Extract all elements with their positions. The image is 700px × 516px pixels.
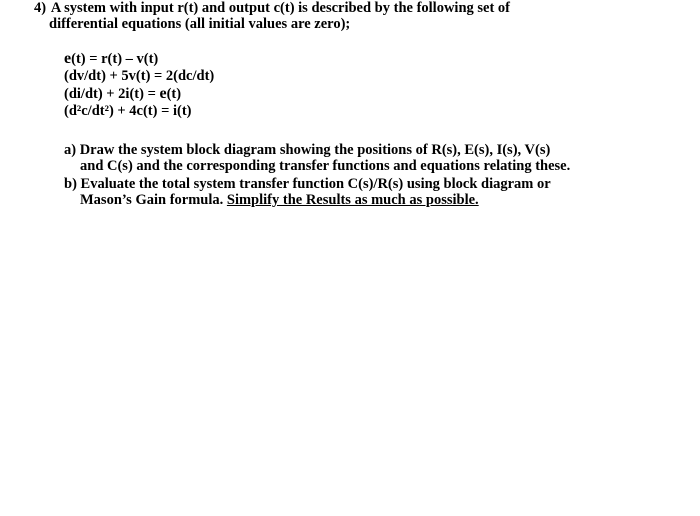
part-b-line2-plain: Mason’s Gain formula.	[80, 192, 227, 208]
equation-3-symbol: e	[159, 85, 167, 102]
equation-3-pre: (di/dt) + 2i(t) =	[64, 86, 160, 102]
equation-4	[64, 103, 674, 120]
part-a	[64, 142, 674, 174]
equation-4-text: (d²c/dt²) + 4c(t) = i(t)	[64, 103, 192, 119]
equation-3-post: (t)	[166, 86, 182, 102]
equation-2	[64, 68, 674, 85]
equation-2-text: (dv/dt) + 5v(t) = 2(dc/dt)	[64, 68, 215, 84]
question-block	[34, 0, 674, 210]
equation-1-post: (t) = r(t) – v(t)	[71, 51, 159, 67]
equation-list	[34, 50, 674, 120]
part-b	[64, 176, 674, 208]
question-stem-line1: A system with input r(t) and output c(t) is described by the following set of	[50, 0, 510, 16]
part-b-line1: b) Evaluate the total system transfer function C(s)/R(s) using block diagram or	[64, 176, 551, 192]
question-stem-line2: differential equations (all initial values are zero);	[49, 16, 351, 32]
part-b-emphasis: Simplify the Results as much as possible.	[226, 192, 479, 208]
question-parts	[34, 142, 674, 208]
part-b-line2	[64, 192, 674, 208]
equation-1	[64, 50, 674, 68]
question-stem	[34, 0, 674, 32]
equation-3	[64, 85, 674, 103]
part-a-line1: a) Draw the system block diagram showing the positions of R(s), E(s), I(s), V(s)	[64, 142, 551, 158]
question-number: 4)	[34, 0, 47, 16]
equation-1-symbol: e	[64, 50, 72, 67]
part-a-line2: and C(s) and the corresponding transfer functions and equations relating these.	[80, 158, 571, 174]
